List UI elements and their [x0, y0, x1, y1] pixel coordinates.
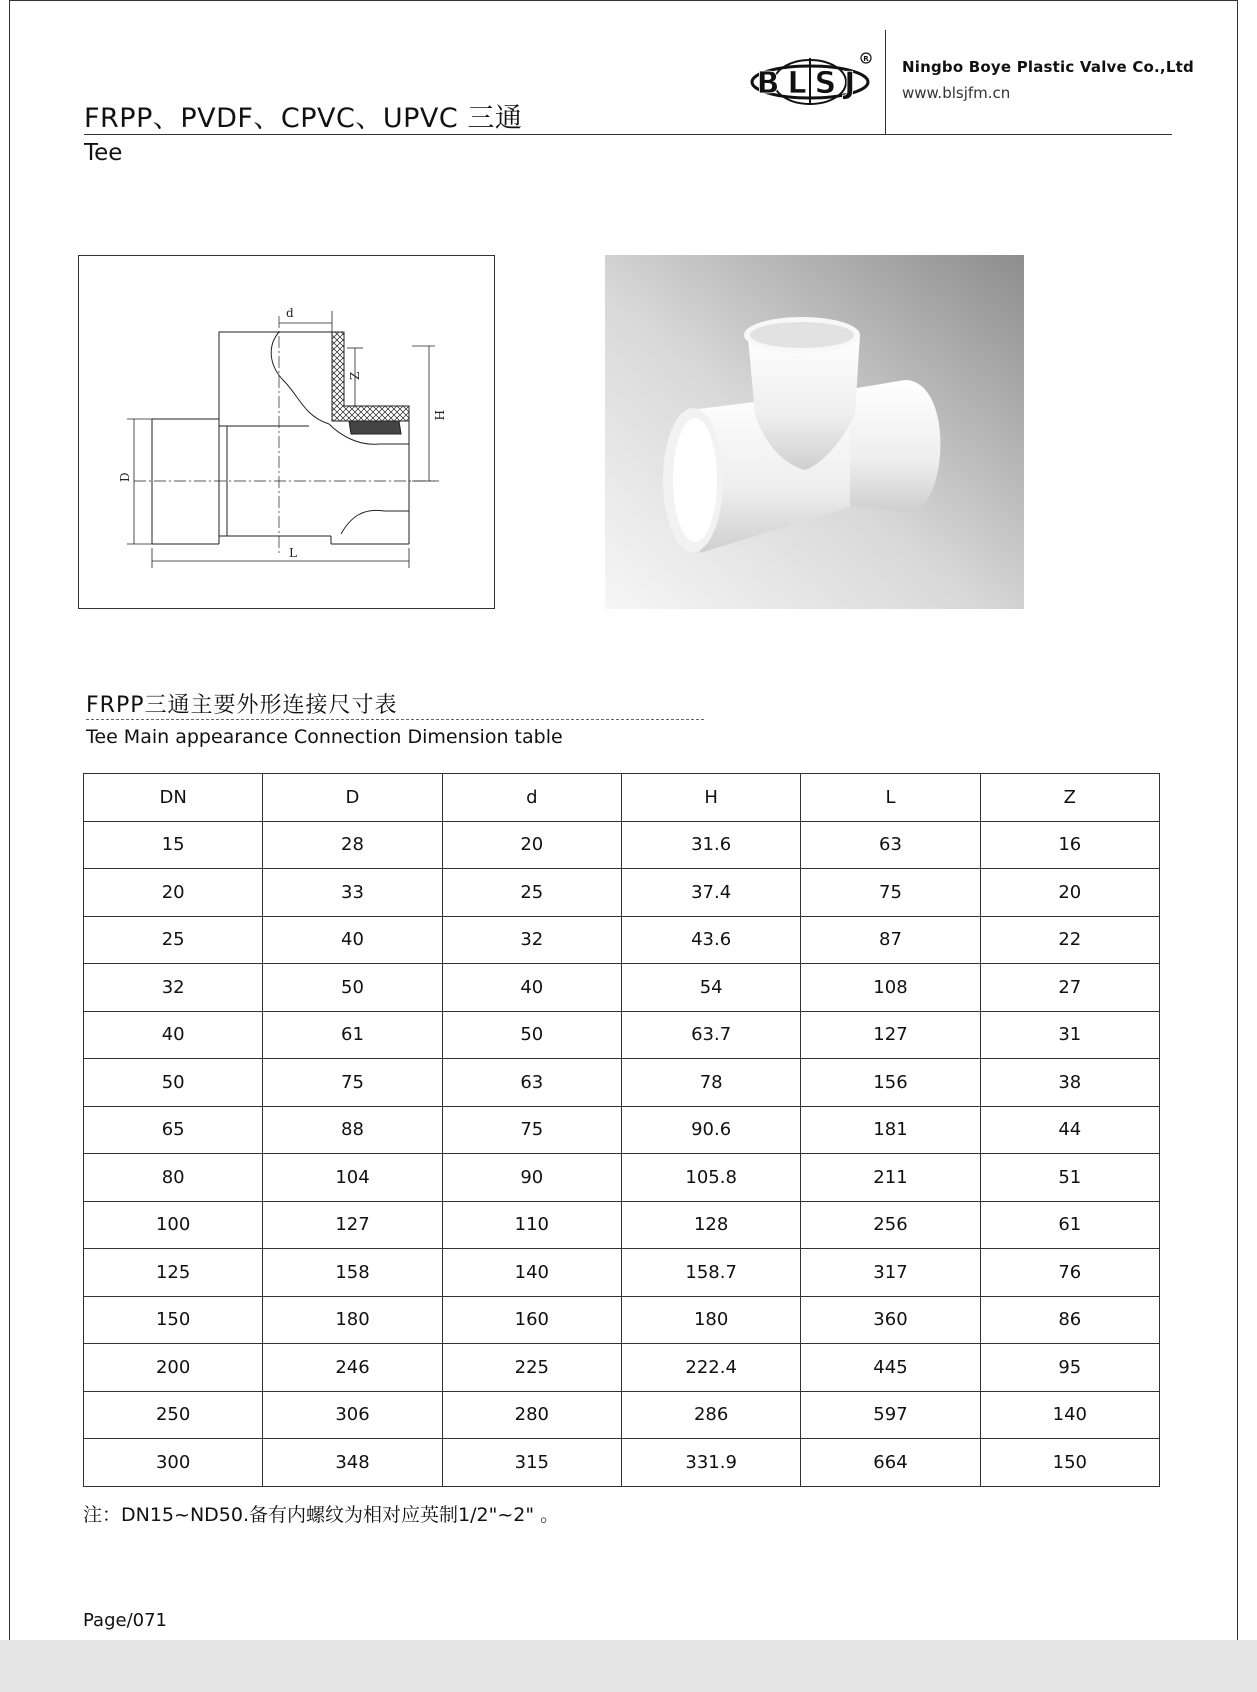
label-z: Z	[348, 371, 362, 380]
table-cell: 250	[84, 1391, 263, 1439]
table-cell: 280	[442, 1391, 621, 1439]
table-cell: 180	[621, 1296, 800, 1344]
table-cell: 20	[442, 821, 621, 869]
table-cell: 246	[263, 1344, 442, 1392]
table-cell: 286	[621, 1391, 800, 1439]
table-cell: 75	[442, 1106, 621, 1154]
table-cell: 32	[442, 916, 621, 964]
table-cell: 63	[801, 821, 980, 869]
logo-text: BLSJ	[756, 66, 864, 101]
table-cell: 40	[84, 1011, 263, 1059]
table-cell: 65	[84, 1106, 263, 1154]
column-header: D	[263, 774, 442, 822]
table-cell: 50	[84, 1059, 263, 1107]
table-cell: 25	[84, 916, 263, 964]
table-cell: 331.9	[621, 1439, 800, 1487]
table-cell: 16	[980, 821, 1159, 869]
table-cell: 156	[801, 1059, 980, 1107]
table-row	[84, 1249, 1160, 1297]
section-title-en: Tee Main appearance Connection Dimension table	[86, 726, 563, 748]
table-row	[84, 1391, 1160, 1439]
table-cell: 127	[801, 1011, 980, 1059]
svg-text:R: R	[863, 55, 869, 63]
section-rule	[86, 719, 704, 720]
table-cell: 225	[442, 1344, 621, 1392]
label-d: d	[286, 306, 294, 320]
table-cell: 51	[980, 1154, 1159, 1202]
table-cell: 211	[801, 1154, 980, 1202]
table-cell: 181	[801, 1106, 980, 1154]
table-cell: 158.7	[621, 1249, 800, 1297]
table-cell: 222.4	[621, 1344, 800, 1392]
table-cell: 20	[980, 869, 1159, 917]
table-row	[84, 1059, 1160, 1107]
table-cell: 348	[263, 1439, 442, 1487]
dimension-table	[83, 773, 1160, 1487]
section-title-cn: FRPP三通主要外形连接尺寸表	[86, 693, 398, 718]
table-row	[84, 1439, 1160, 1487]
table-row	[84, 964, 1160, 1012]
table-row	[84, 821, 1160, 869]
table-cell: 150	[84, 1296, 263, 1344]
technical-drawing	[78, 255, 495, 609]
table-row	[84, 869, 1160, 917]
table-cell: 78	[621, 1059, 800, 1107]
table-cell: 128	[621, 1201, 800, 1249]
table-cell: 306	[263, 1391, 442, 1439]
table-cell: 31.6	[621, 821, 800, 869]
label-d-outer: D	[118, 472, 132, 482]
table-cell: 61	[263, 1011, 442, 1059]
column-header: H	[621, 774, 800, 822]
table-cell: 33	[263, 869, 442, 917]
table-row	[84, 1296, 1160, 1344]
bottom-band	[0, 1640, 1257, 1692]
table-cell: 360	[801, 1296, 980, 1344]
table-cell: 43.6	[621, 916, 800, 964]
table-cell: 108	[801, 964, 980, 1012]
table-cell: 25	[442, 869, 621, 917]
footnote: 注：DN15~ND50.备有内螺纹为相对应英制1/2"~2" 。	[83, 1504, 560, 1526]
table-cell: 50	[442, 1011, 621, 1059]
table-cell: 104	[263, 1154, 442, 1202]
table-cell: 50	[263, 964, 442, 1012]
table-cell: 317	[801, 1249, 980, 1297]
header-separator	[885, 30, 886, 134]
table-cell: 88	[263, 1106, 442, 1154]
table-cell: 158	[263, 1249, 442, 1297]
table-cell: 37.4	[621, 869, 800, 917]
page-subtitle: Tee	[84, 140, 123, 166]
table-cell: 160	[442, 1296, 621, 1344]
table-cell: 95	[980, 1344, 1159, 1392]
product-photo	[605, 255, 1024, 609]
company-logo	[748, 50, 876, 106]
table-cell: 28	[263, 821, 442, 869]
table-cell: 664	[801, 1439, 980, 1487]
column-header: Z	[980, 774, 1159, 822]
table-cell: 80	[84, 1154, 263, 1202]
label-h: H	[432, 410, 446, 421]
table-cell: 75	[801, 869, 980, 917]
table-row	[84, 1344, 1160, 1392]
table-cell: 86	[980, 1296, 1159, 1344]
label-l: L	[289, 546, 297, 560]
table-cell: 15	[84, 821, 263, 869]
table-cell: 54	[621, 964, 800, 1012]
table-cell: 300	[84, 1439, 263, 1487]
table-cell: 38	[980, 1059, 1159, 1107]
column-header: L	[801, 774, 980, 822]
table-cell: 90	[442, 1154, 621, 1202]
table-cell: 90.6	[621, 1106, 800, 1154]
table-cell: 63.7	[621, 1011, 800, 1059]
table-header-row	[84, 774, 1160, 822]
table-row	[84, 1011, 1160, 1059]
table-cell: 87	[801, 916, 980, 964]
table-cell: 40	[442, 964, 621, 1012]
table-cell: 150	[980, 1439, 1159, 1487]
table-row	[84, 1201, 1160, 1249]
table-cell: 76	[980, 1249, 1159, 1297]
table-cell: 127	[263, 1201, 442, 1249]
table-row	[84, 1154, 1160, 1202]
company-name: Ningbo Boye Plastic Valve Co.,Ltd	[902, 58, 1194, 76]
table-cell: 44	[980, 1106, 1159, 1154]
table-cell: 27	[980, 964, 1159, 1012]
table-cell: 40	[263, 916, 442, 964]
page-title: FRPP、PVDF、CPVC、UPVC 三通	[84, 103, 523, 134]
table-body	[84, 821, 1160, 1486]
table-cell: 445	[801, 1344, 980, 1392]
table-cell: 32	[84, 964, 263, 1012]
table-row	[84, 1106, 1160, 1154]
table-cell: 75	[263, 1059, 442, 1107]
table-cell: 315	[442, 1439, 621, 1487]
column-header: d	[442, 774, 621, 822]
column-header: DN	[84, 774, 263, 822]
table-cell: 200	[84, 1344, 263, 1392]
table-cell: 20	[84, 869, 263, 917]
table-cell: 140	[980, 1391, 1159, 1439]
table-cell: 256	[801, 1201, 980, 1249]
table-cell: 110	[442, 1201, 621, 1249]
company-url[interactable]: www.blsjfm.cn	[902, 84, 1011, 102]
table-cell: 61	[980, 1201, 1159, 1249]
table-cell: 63	[442, 1059, 621, 1107]
table-cell: 22	[980, 916, 1159, 964]
table-cell: 180	[263, 1296, 442, 1344]
table-cell: 100	[84, 1201, 263, 1249]
table-row	[84, 916, 1160, 964]
table-cell: 125	[84, 1249, 263, 1297]
page-number: Page/071	[83, 1610, 167, 1631]
header-rule	[84, 134, 1172, 135]
table-cell: 105.8	[621, 1154, 800, 1202]
table-cell: 31	[980, 1011, 1159, 1059]
table-cell: 140	[442, 1249, 621, 1297]
table-cell: 597	[801, 1391, 980, 1439]
